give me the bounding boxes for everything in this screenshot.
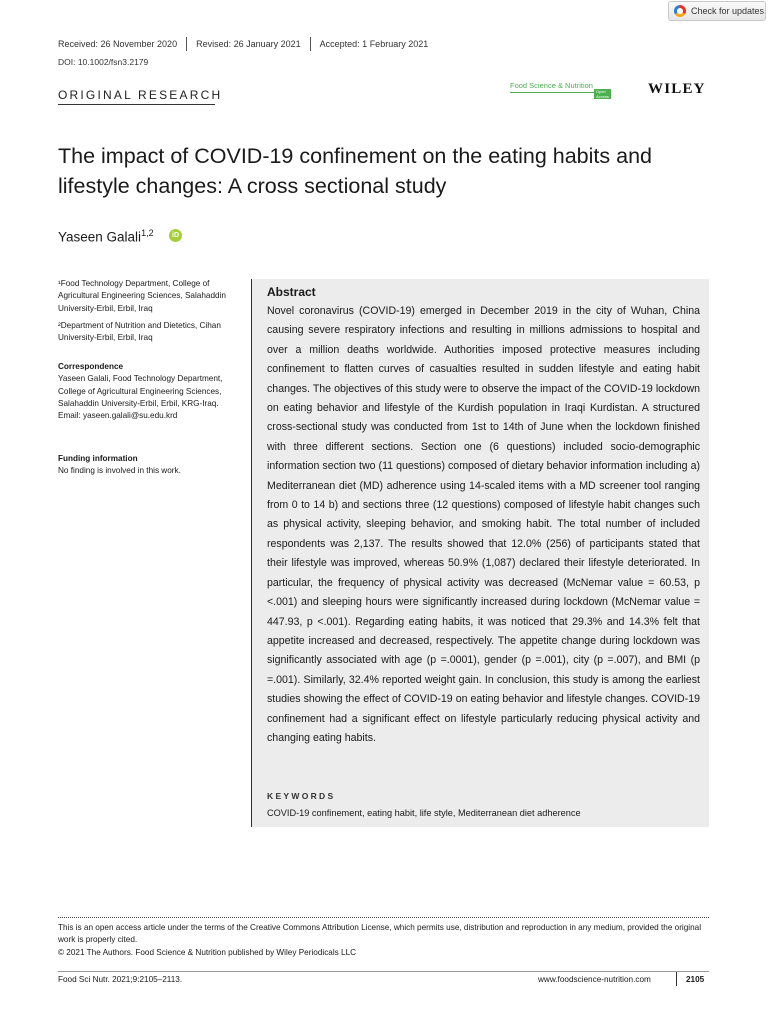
funding-text: No finding is involved in this work. [58,466,181,476]
journal-url[interactable]: www.foodscience-nutrition.com [538,975,651,984]
abstract-heading: Abstract [267,285,316,299]
copyright-text: © 2021 The Authors. Food Science & Nutrition published by Wiley Periodicals LLC [58,947,357,957]
open-access-badge: Open Access [596,89,609,99]
article-title: The impact of COVID-19 confinement on the eating habits and lifestyle changes: A cross sectional study [58,144,652,198]
accepted-date: Accepted: 1 February 2021 [310,37,438,51]
publisher-logo[interactable]: WILEY [648,81,706,97]
correspondence-email[interactable]: Email: yaseen.galali@su.edu.krd [58,411,178,421]
received-date: Received: 26 November 2020 [58,39,178,49]
journal-logo-name: Food Science & Nutrition [510,81,593,90]
footer-rule [58,917,709,918]
crossmark-icon [674,5,686,17]
section-label: ORIGINAL RESEARCH [58,88,223,102]
footer-license [58,922,709,959]
revised-date: Revised: 26 January 2021 [186,37,310,51]
correspondence-heading: Correspondence [58,362,124,371]
abstract-bar [251,279,252,827]
page-number: 2105 [686,975,705,984]
orcid-icon[interactable]: iD [169,229,182,242]
section-rule [58,104,215,105]
license-text: This is an open access article under the terms of the Creative Commons Attribution License, which permits use, distribution and reproduction in any medium, provided the original work is properly cited. [58,923,702,945]
check-for-updates-label: Check for updates [691,6,765,16]
author-affiliation-sup: 1,2 [141,228,154,238]
abstract-text: Novel coronavirus (COVID-19) emerged in December 2019 in the city of Wuhan, China causing severe respiratory infections and resulting in millions admissions to hospital and over a million deaths worldwide. Authorities imposed protective measures including confinement to flatten curves of casualties resulted in sudden lifestyle and eating habit changes. The objectives of this study were to observe the impact of the COVID-19 lockdown on eating behavior and lifestyle of the Kurdish population in Iraqi Kurdistan. A structured cross-sectional study was conducted from 1st to 14th of June when the lockdown finished with three different sections. Section one (6 questions) included socio-demographic information section two (11 questions) composed of dietary behavior information including a) Mediterranean diet (MD) adherence using 14-scaled items with a MD screener tool ranging from 0 to 14 b) and sections three (12 questions) composed of lifestyle habit changes such as physical activity, sleeping behavior, and smoking habit. The total number of included respondents was 2,137. The results showed that 12.0% (256) of participants stated that their lifestyle was improved, whereas 50.9% (1,087) declared their lifestyle deteriorated. In particular, the frequency of physical activity was decreased (McNemar value = 60.53, p <.001) and sleeping hours were significantly increased during lockdown (McNemar value = 447.93, p <.001). Regarding eating habits, it was noticed that 29.3% and 14.3% felt that appetite increased and decreased, respectively. The appetite change during lockdown was significantly associated with age (p =.0001), gender (p =.001), city (p =.007), and BMI (p =.001). Similarly, 32.4% reported weight gain. In conclusion, this study is among the earliest studies showing the effect of COVID-19 on eating behavior and lifestyle changes. COVID-19 confinement had a significant effect on lifestyle particularly reducing physical activity and changing eating habits. [267,305,700,744]
journal-logo-line [510,92,594,93]
citation-rule [58,971,709,972]
keywords-text: COVID-19 confinement, eating habit, life style, Mediterranean diet adherence [267,808,581,818]
author-name-text: Yaseen Galali [58,229,142,245]
funding [58,453,248,478]
author-name[interactable] [58,228,154,245]
doi[interactable]: DOI: 10.1002/fsn3.2179 [58,57,149,67]
citation: Food Sci Nutr. 2021;9:2105–2113. [58,975,183,984]
correspondence [58,361,248,422]
affiliation-1: ¹Food Technology Department, College of Agricultural Engineering Sciences, Salahaddin University-Erbil, Erbil, Iraq [58,279,226,313]
page-separator [676,972,677,986]
journal-logo[interactable] [510,81,610,97]
check-for-updates-button[interactable] [668,1,766,21]
funding-heading: Funding information [58,454,138,463]
keywords-heading: KEYWORDS [267,791,336,801]
article-dates [58,37,437,51]
affiliation-2: ²Department of Nutrition and Dietetics, Cihan University-Erbil, Erbil, Iraq [58,321,221,343]
correspondence-text: Yaseen Galali, Food Technology Department, College of Agricultural Engineering Sciences, Salahaddin University-Erbil, Erbil, KRG-Iraq. [58,374,223,408]
